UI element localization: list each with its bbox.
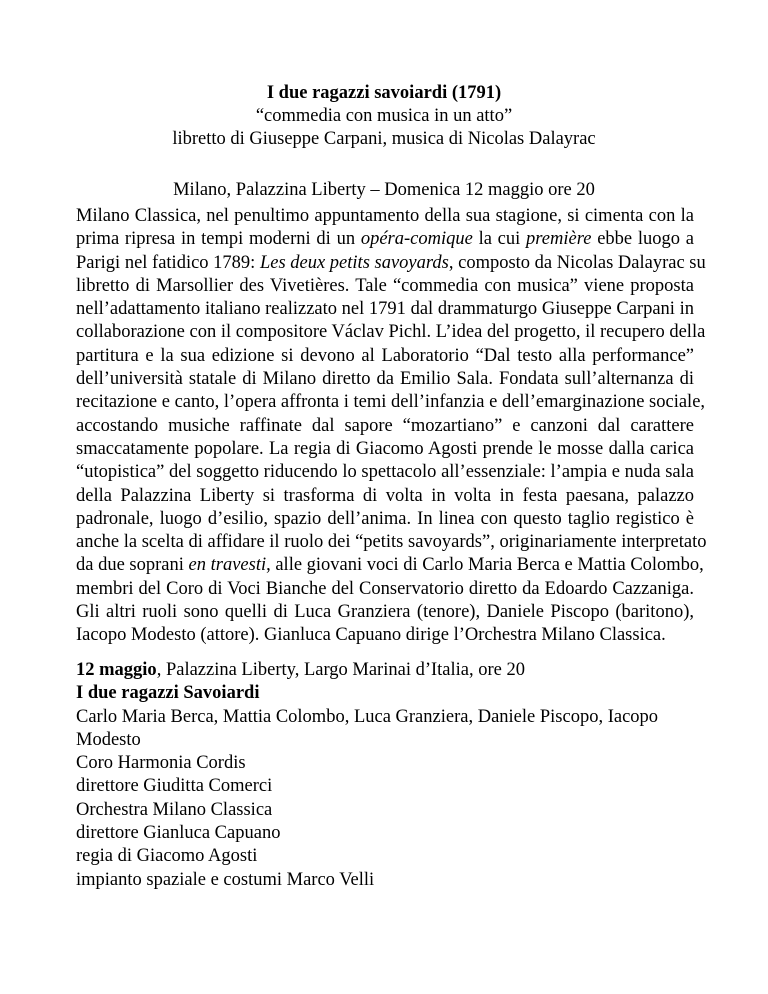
body-text-segment: libretto di Marsollier des Vivetières. Tale “commedia con musica” viene proposta <box>76 275 694 296</box>
body-text-segment: accostando musiche raffinate dal sapore “mozartiano” e canzoni dal carattere <box>76 415 694 436</box>
credits-orchestra-director: direttore Gianluca Capuano <box>76 823 281 844</box>
header-block <box>0 82 768 151</box>
body-text-segment: dell’università statale di Milano diretto da Emilio Sala. Fondata sull’alternanza di <box>76 369 694 390</box>
body-line <box>76 578 694 601</box>
body-line <box>76 415 694 438</box>
credits-choir: Coro Harmonia Cordis <box>76 753 246 774</box>
body-text-segment: Iacopo Modesto (attore). Gianluca Capuano dirige l’Orchestra Milano Classica. <box>76 625 666 646</box>
body-text-segment: , alle giovani voci di Carlo Maria Berca e Mattia Colombo, <box>266 555 704 576</box>
italic-term: opéra-comique <box>360 229 473 250</box>
body-text-segment: Parigi nel fatidico 1789: <box>76 252 260 273</box>
credits-block <box>76 659 716 892</box>
body-paragraph <box>76 205 707 648</box>
body-text-segment: della Palazzina Liberty si trasforma di volta in volta in festa paesana, palazzo <box>76 485 694 506</box>
body-text-segment: prima ripresa in tempi moderni di un <box>76 229 361 250</box>
credits-direction: regia di Giacomo Agosti <box>76 846 258 867</box>
body-text-segment: recitazione e canto, l’opera affronta i temi dell’infanzia e dell’emarginazione sociale, <box>76 392 706 413</box>
credits-date: 12 maggio <box>76 660 157 680</box>
credits-design: impianto spaziale e costumi Marco Velli <box>76 869 375 890</box>
venue-date-text: Milano, Palazzina Liberty – Domenica 12 maggio ore 20 <box>173 180 595 200</box>
body-line <box>76 391 706 414</box>
body-text-segment: Milano Classica, nel penultimo appuntamento della sua stagione, si cimenta con la <box>76 206 694 226</box>
venue-date-line <box>0 179 768 202</box>
body-line <box>76 624 694 647</box>
body-line <box>76 228 694 251</box>
body-text-segment: “utopistica” del soggetto riducendo lo spettacolo all’essenziale: l’ampia e nuda sala <box>76 462 694 483</box>
authors-line: libretto di Giuseppe Carpani, musica di Nicolas Dalayrac <box>172 129 596 149</box>
document-subtitle: “commedia con musica in un atto” <box>255 106 513 126</box>
body-text-segment: padronale, luogo d’esilio, spazio dell’anima. In linea con questo taglio registico è <box>76 508 694 529</box>
body-line <box>76 368 694 391</box>
credits-choir-director: direttore Giuditta Comerci <box>76 776 273 797</box>
body-line <box>76 321 706 344</box>
body-text-segment: la cui <box>472 229 527 250</box>
body-line <box>76 554 704 577</box>
body-line <box>76 252 706 275</box>
italic-term: en travesti <box>188 555 267 576</box>
credits-cast-line-2: Modesto <box>76 729 141 750</box>
body-text-segment: Gli altri ruoli sono quelli di Luca Granziera (tenore), Daniele Piscopo (baritono), <box>76 602 694 623</box>
body-text-segment: ebbe luogo a <box>591 229 695 250</box>
body-text-segment: smaccatamente popolare. La regia di Giacomo Agosti prende le mosse dalla carica <box>76 438 694 459</box>
body-line <box>76 531 707 554</box>
body-line <box>76 345 694 368</box>
body-line <box>76 461 694 484</box>
body-line <box>76 438 694 461</box>
italic-term: Les deux petits savoyards <box>259 252 449 273</box>
document-title: I due ragazzi savoiardi (1791) <box>266 83 502 103</box>
body-line <box>76 298 694 321</box>
body-text-segment: partitura e la sua edizione si devono al Laboratorio “Dal testo alla performance” <box>76 345 694 366</box>
body-text-segment: anche la scelta di affidare il ruolo dei “petits savoyards”, originariamente interpretato <box>76 532 707 553</box>
italic-term: première <box>526 229 592 250</box>
body-text-segment: collaborazione con il compositore Václav Pichl. L’idea del progetto, il recupero della <box>76 322 706 343</box>
body-text-segment: , composto da Nicolas Dalayrac su <box>448 252 706 273</box>
body-text-segment: membri del Coro di Voci Bianche del Conservatorio diretto da Edoardo Cazzaniga. <box>76 578 694 599</box>
body-line <box>76 275 694 298</box>
body-line <box>76 485 694 508</box>
credits-orchestra: Orchestra Milano Classica <box>76 799 273 820</box>
body-line <box>76 205 694 228</box>
body-line <box>76 508 694 531</box>
credits-date-line <box>76 659 716 682</box>
body-text-segment: nell’adattamento italiano realizzato nel 1791 dal drammaturgo Giuseppe Carpani in <box>76 299 694 320</box>
body-text-segment: da due soprani <box>76 555 189 576</box>
credits-cast-line-1: Carlo Maria Berca, Mattia Colombo, Luca Granziera, Daniele Piscopo, Iacopo <box>76 706 659 727</box>
body-line <box>76 601 694 624</box>
credits-location: , Palazzina Liberty, Largo Marinai d’Italia, ore 20 <box>156 660 525 680</box>
credits-show-title: I due ragazzi Savoiardi <box>76 683 260 704</box>
